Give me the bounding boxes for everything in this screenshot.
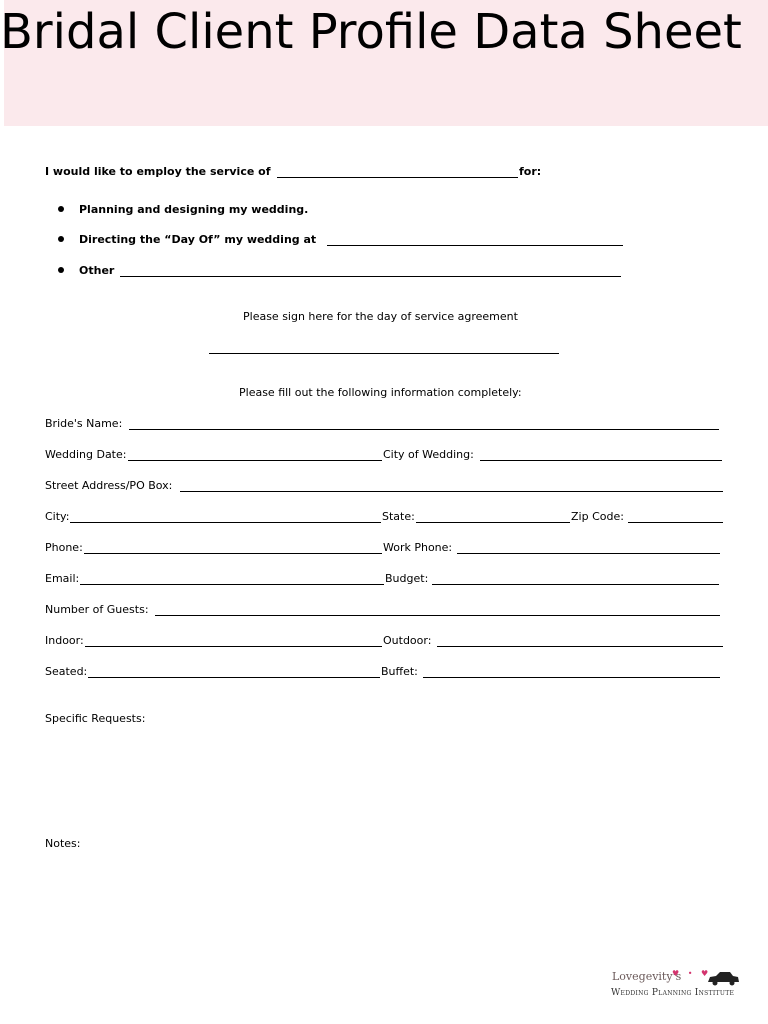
buffet-label: Buffet: [381, 665, 418, 678]
service-intro: I would like to employ the service of [45, 165, 271, 178]
state-label: State: [382, 510, 415, 523]
bullet-directing: Directing the “Day Of” my wedding at [79, 233, 317, 246]
city-label: City: [45, 510, 70, 523]
buffet-field[interactable] [423, 677, 720, 678]
bullet-icon [58, 206, 64, 212]
page-title: Bridal Client Profile Data Sheet [0, 4, 742, 60]
outdoor-field[interactable] [437, 646, 723, 647]
work-phone-field[interactable] [457, 553, 720, 554]
email-label: Email: [45, 572, 80, 585]
city-field[interactable] [70, 522, 381, 523]
agreement-text: Please sign here for the day of service agreement [243, 310, 518, 323]
street-address-label: Street Address/PO Box: [45, 479, 173, 492]
phone-label: Phone: [45, 541, 83, 554]
zip-code-label: Zip Code: [571, 510, 624, 523]
city-of-wedding-field[interactable] [480, 460, 722, 461]
form-instructions: Please fill out the following information completely: [239, 386, 522, 399]
email-field[interactable] [80, 584, 384, 585]
work-phone-label: Work Phone: [383, 541, 453, 554]
street-address-field[interactable] [180, 491, 723, 492]
directing-location-line[interactable] [327, 245, 623, 246]
budget-field[interactable] [432, 584, 719, 585]
state-field[interactable] [416, 522, 570, 523]
logo-brand: Lovegevity's [612, 970, 682, 983]
number-of-guests-label: Number of Guests: [45, 603, 149, 616]
specific-requests-label: Specific Requests: [45, 712, 146, 725]
brides-name-field[interactable] [129, 429, 719, 430]
seated-field[interactable] [88, 677, 380, 678]
zip-code-field[interactable] [628, 522, 723, 523]
budget-label: Budget: [385, 572, 429, 585]
wedding-planning-institute-logo [610, 966, 745, 1006]
notes-label: Notes: [45, 837, 81, 850]
wedding-date-field[interactable] [128, 460, 382, 461]
service-provider-line[interactable] [277, 177, 518, 178]
indoor-field[interactable] [85, 646, 382, 647]
wedding-date-label: Wedding Date: [45, 448, 127, 461]
signature-line[interactable] [209, 353, 559, 354]
service-for: for: [519, 165, 542, 178]
other-line[interactable] [120, 276, 621, 277]
logo-institute: Wedding Planning Institute [611, 988, 735, 998]
indoor-label: Indoor: [45, 634, 84, 647]
hearts-icon: ♥ • ♥ [672, 969, 712, 978]
outdoor-label: Outdoor: [383, 634, 432, 647]
bullet-icon [58, 267, 64, 273]
bullet-other: Other [79, 264, 115, 277]
bullet-icon [58, 236, 64, 242]
number-of-guests-field[interactable] [155, 615, 720, 616]
city-of-wedding-label: City of Wedding: [383, 448, 474, 461]
seated-label: Seated: [45, 665, 88, 678]
brides-name-label: Bride's Name: [45, 417, 123, 430]
bullet-planning: Planning and designing my wedding. [79, 203, 309, 216]
car-icon [706, 970, 740, 986]
phone-field[interactable] [84, 553, 382, 554]
